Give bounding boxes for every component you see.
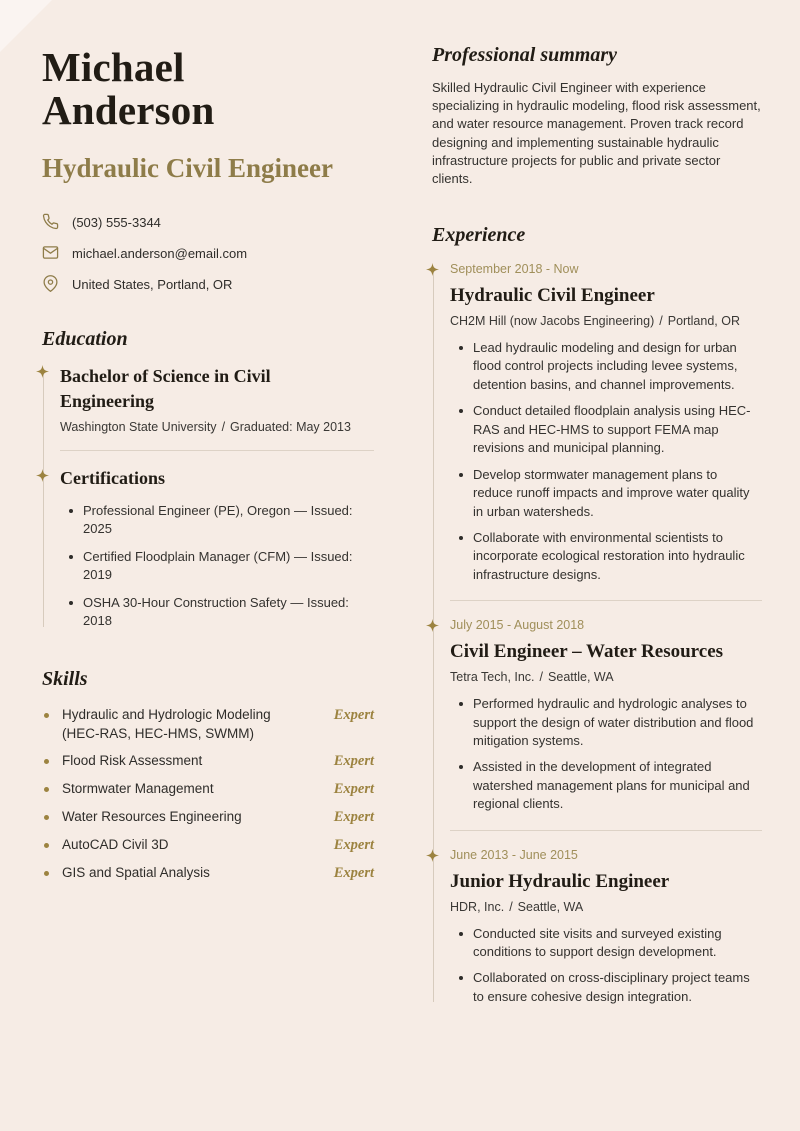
job-bullet: Lead hydraulic modeling and design for urban flood control projects including levee systems, detention basins, and channel improvements. [450,339,755,394]
skill-row [42,864,374,883]
job-company: HDR, Inc. [450,899,505,914]
certification-item: OSHA 30-Hour Construction Safety — Issued: 2018 [60,594,360,631]
degree-entry [60,364,374,434]
meta-separator: / [221,419,226,434]
job-bullet: Collaborate with environmental scientists to incorporate ecological restoration into hydraulic infrastructure designs. [450,529,755,584]
job-bullet-list [450,339,762,584]
job-bullet-list [450,925,762,1007]
skill-name: GIS and Spatial Analysis [42,864,210,883]
job-title: Civil Engineer – Water Resources [450,641,724,663]
divider [60,450,374,451]
meta-separator: / [659,313,663,328]
person-last-name: Anderson [42,87,215,134]
section-heading-summary: Professional summary [432,44,618,66]
job-entry [450,848,762,1007]
degree-meta [60,420,374,434]
education-timeline [42,364,374,631]
job-bullet: Conducted site visits and surveyed existing conditions to support design development. [450,925,755,962]
certifications-entry [60,468,374,631]
contact-phone-value: (503) 555-3344 [72,215,161,231]
job-location: Portland, OR [667,313,740,328]
skill-level: Expert [333,753,374,770]
sparkle-icon [426,619,439,632]
summary-text: Skilled Hydraulic Civil Engineer with experience specializing in hydraulic modeling, flood risk assessment, and water resource management. Proven track record designing and implementing sustainable hydraulic infrastructure projects for public and private sector clients. [432,80,761,186]
degree-graduation: Graduated: May 2013 [230,419,351,434]
left-column [42,46,374,892]
job-dates: September 2018 - Now [450,262,579,277]
divider [450,600,762,601]
job-bullet: Conduct detailed floodplain analysis using HEC-RAS and HEC-HMS to support FEMA map revisions and municipal planning. [450,402,755,457]
skill-name: Stormwater Management [42,780,214,799]
contact-location-value: United States, Portland, OR [72,277,233,293]
sparkle-icon [36,365,49,378]
right-column [432,44,762,1014]
skill-level: Expert [333,809,374,826]
skill-level: Expert [333,865,374,882]
skill-row [42,808,374,827]
certification-item: Professional Engineer (PE), Oregon — Issued: 2025 [60,502,360,539]
sparkle-icon [426,263,439,276]
skill-name: Hydraulic and Hydrologic Modeling (HEC-RAS, HEC-HMS, SWMM) [42,706,290,744]
job-entry [450,618,762,813]
contact-list [42,213,374,295]
job-bullet-list [450,695,762,814]
job-bullet: Collaborated on cross-disciplinary project teams to ensure cohesive design integration. [450,969,755,1006]
job-title: Hydraulic Civil Engineer [450,285,655,307]
job-company: Tetra Tech, Inc. [450,670,535,685]
phone-icon [42,213,59,233]
contact-email [42,244,374,264]
skill-level: Expert [333,706,374,723]
skill-name: Flood Risk Assessment [42,752,202,771]
email-icon [42,244,59,264]
job-bullet: Assisted in the development of integrated watershed management plans for municipal and regional clients. [450,758,755,813]
job-company: CH2M Hill (now Jacobs Engineering) [450,313,655,328]
skill-row [42,752,374,771]
experience-timeline [432,262,762,1006]
contact-location [42,275,374,295]
section-heading-skills: Skills [42,667,88,690]
skill-row [42,780,374,799]
job-location: Seattle, WA [548,670,614,685]
contact-email-value: michael.anderson@email.com [72,246,248,262]
meta-separator: / [539,670,544,685]
person-name [42,46,374,133]
role-title: Hydraulic Civil Engineer [42,152,334,183]
job-meta [450,670,762,684]
job-dates: July 2015 - August 2018 [450,618,585,633]
job-location: Seattle, WA [517,899,584,914]
sparkle-icon [36,469,49,482]
skills-list [42,706,374,883]
location-pin-icon [42,275,59,295]
section-heading-experience: Experience [432,224,526,247]
skill-level: Expert [333,781,374,798]
job-meta [450,314,762,328]
job-entry [450,262,762,584]
person-first-name: Michael [42,44,185,90]
skill-level: Expert [333,837,374,854]
degree-title: Bachelor of Science in Civil Engineering [60,365,271,411]
skill-row [42,706,374,744]
skill-row [42,836,374,855]
contact-phone [42,213,374,233]
skill-name: Water Resources Engineering [42,808,242,827]
degree-school: Washington State University [60,419,217,434]
section-heading-education: Education [42,327,128,350]
meta-separator: / [509,899,513,914]
job-bullet: Develop stormwater management plans to reduce runoff impacts and improve water quality in urban watersheds. [450,466,755,521]
certifications-title: Certifications [60,467,165,488]
divider [450,830,762,831]
sparkle-icon [426,849,439,862]
certification-item: Certified Floodplain Manager (CFM) — Issued: 2019 [60,548,360,585]
job-title: Junior Hydraulic Engineer [450,870,670,892]
certifications-list [60,502,374,631]
job-bullet: Performed hydraulic and hydrologic analyses to support the design of water distribution and flood mitigation systems. [450,695,755,750]
job-dates: June 2013 - June 2015 [450,847,578,862]
skill-name: AutoCAD Civil 3D [42,836,169,855]
job-meta [450,900,762,914]
